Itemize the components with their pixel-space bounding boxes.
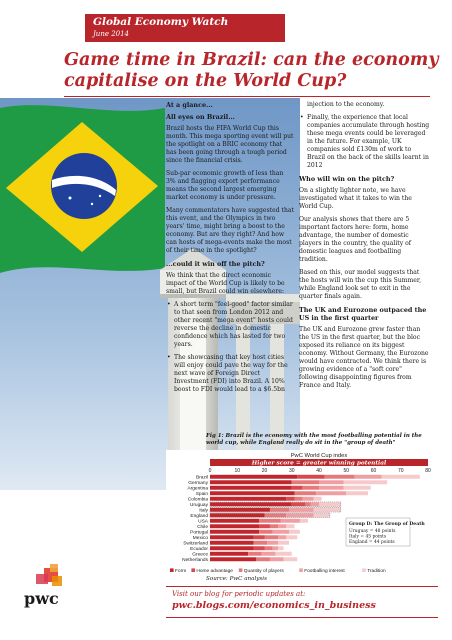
bar-segment (324, 475, 354, 479)
bar-segment (292, 480, 319, 484)
bar-segment (319, 486, 344, 490)
legend-swatch (239, 568, 243, 572)
bar-segment (314, 497, 322, 501)
paragraph: Many commentators have suggested that this event, and the Olympics in two years' time, might bring a boost to the economy. But are they right? And how can hosts of mega-events make the most of their time in the spotlight? (166, 207, 295, 254)
bar-segment (259, 519, 281, 523)
list-item: • A short term "feel-good" factor similar to that seen from London 2012 and other recent "mega event" hosts could reverse the decline in domestic confidence which has lasted for two years. (166, 301, 294, 349)
category-label: Mexico (192, 535, 208, 541)
world-cup-index-chart (166, 450, 438, 578)
category-label: Germany (188, 480, 208, 486)
bar-segment (314, 508, 341, 512)
bar-segment (210, 508, 270, 512)
bar-segment (303, 497, 314, 501)
paragraph: We think that the direct economic impact of the World Cup is likely to be small, but Brazil could win elsewhere: (166, 272, 285, 295)
blog-prompt: Visit our blog for periodic updates at: (172, 590, 306, 598)
bar-segment (319, 480, 344, 484)
newsletter-title: Global Economy Watch (93, 16, 229, 28)
bar-segment (210, 491, 294, 495)
bar-segment (262, 552, 276, 556)
blog-link[interactable]: pwc.blogs.com/economics_in_business (172, 600, 376, 611)
category-label: Italy (199, 508, 208, 514)
bar-segment (265, 535, 279, 539)
x-tick-label: 70 (397, 468, 404, 474)
bar-segment (311, 502, 319, 506)
bar-segment (303, 486, 319, 490)
category-label: Switzerland (183, 541, 208, 547)
bar-segment (256, 557, 270, 561)
x-tick-label: 80 (425, 468, 431, 474)
uk-eurozone-heading: The UK and Eurozone outpaced the US in the first quarter (299, 306, 427, 322)
bar-segment (314, 513, 330, 517)
bar-segment (319, 502, 341, 506)
text-column-right (299, 101, 431, 395)
bar-segment (210, 497, 286, 501)
bar-segment (278, 524, 286, 528)
bullet-list (299, 114, 431, 170)
legend-label: Form (175, 569, 187, 574)
bar-segment (292, 502, 306, 506)
x-tick-label: 60 (370, 468, 377, 474)
x-tick-label: 0 (208, 468, 212, 474)
bar-segment (286, 513, 313, 517)
category-label: Chile (197, 524, 208, 530)
bar-segment (278, 546, 283, 550)
bar-segment (210, 530, 259, 534)
x-tick-label: 10 (234, 468, 241, 474)
win-off-pitch-heading: ...could it win off the pitch? (166, 260, 265, 268)
category-label: Ecuador (190, 546, 208, 552)
legend-label: Tradition (367, 569, 386, 574)
category-label: Argentina (187, 486, 208, 492)
bar-segment (210, 535, 254, 539)
paragraph: Our analysis shows that there are 5 important factors here: form, home advantage, the number of domestic players in the country, the quality of domestic leagues and footballing tradition. (299, 216, 412, 263)
category-label: Portugal (190, 530, 208, 536)
legend-swatch (170, 568, 174, 572)
legend-swatch (191, 568, 195, 572)
annotation-line: Italy = 45 points (349, 534, 387, 540)
bar-segment (354, 475, 381, 479)
paragraph: The UK and Eurozone grew faster than the US in the first quarter, but the bloc exposed its reliance on its biggest economy. Without Germany, the Eurozone would have contracted. We think there is growing evidence of a "soft core" following disappointing figures from France and Italy. (299, 326, 429, 389)
bar-segment (346, 491, 368, 495)
title-divider (64, 96, 430, 97)
chart-title: PwC World Cup index (290, 453, 348, 459)
bar-segment (273, 530, 289, 534)
bar-segment (292, 486, 303, 490)
bar-segment (382, 475, 420, 479)
bar-segment (210, 502, 292, 506)
header-banner (85, 14, 285, 42)
pwc-logo-mark (22, 562, 72, 612)
brazil-flag (0, 105, 165, 273)
bar-segment (284, 557, 298, 561)
legend-swatch (362, 568, 366, 572)
bar-segment (210, 541, 254, 545)
text-column-left (166, 101, 294, 399)
bar-segment (278, 535, 286, 539)
bar-segment (210, 519, 259, 523)
issue-date: June 2014 (93, 30, 130, 38)
category-label: USA (198, 519, 208, 525)
footer-bottom-divider (166, 617, 438, 618)
category-label: England (190, 513, 208, 519)
category-label: Brazil (196, 475, 208, 481)
bar-segment (297, 475, 324, 479)
bar-segment (259, 530, 273, 534)
x-tick-label: 20 (261, 468, 268, 474)
bar-segment (273, 546, 278, 550)
page-title: Game time in Brazil: can the economy capitalise on the World Cup? (64, 50, 439, 91)
figure-caption: Fig 1: Brazil is the economy with the most footballing potential in the world cup, while England really do sit in the "group of death" (206, 433, 422, 446)
paragraph: Brazil hosts the FIFA World Cup this month. This mega sporting event will put the spotlight on a BRIC economy that has been going through a tough period since the financial crisis. (166, 125, 294, 164)
bar-segment (259, 524, 270, 528)
bar-segment (254, 535, 265, 539)
legend-label: Home advantage (196, 569, 233, 574)
bar-segment (286, 497, 294, 501)
paragraph: Sub-par economic growth of less than 3% and flagging export performance means the second largest emerging market economy is under pressure. (166, 170, 284, 201)
x-tick-label: 30 (288, 468, 295, 474)
paragraph: Based on this, our model suggests that the hosts will win the cup this Summer, while England look set to exit in the quarter finals again. (299, 269, 422, 300)
category-label: Netherlands (182, 557, 208, 563)
bar-segment (267, 541, 278, 545)
bar-segment (254, 541, 268, 545)
bar-segment (286, 535, 297, 539)
bar-segment (270, 508, 289, 512)
bar-segment (270, 557, 284, 561)
bar-segment (265, 513, 287, 517)
footer-divider (166, 586, 438, 587)
bullet-list (166, 301, 294, 394)
list-item: • Finally, the experience that local companies accumulate through hosting these mega events could be leveraged in the future. For example, UK companies sold £130m of work to Brazil on the back of the skills learnt in 2012 (299, 114, 431, 170)
legend-label: Quantity of players (243, 569, 284, 574)
paragraph: On a slightly lighter note, we have investigated what it takes to win the World Cup. (299, 187, 412, 210)
category-label: Uruguay (189, 502, 208, 508)
bar-segment (210, 524, 259, 528)
bar-segment (210, 475, 297, 479)
pwc-logo (22, 562, 72, 612)
x-tick-label: 40 (316, 468, 322, 474)
bar-segment (281, 519, 300, 523)
bar-segment (210, 557, 256, 561)
bar-segment (248, 552, 262, 556)
annotation-title: Group D: The Group of Death (349, 522, 425, 527)
bar-segment (210, 552, 248, 556)
bar-segment (254, 546, 265, 550)
bar-segment (289, 508, 314, 512)
bar-segment (294, 491, 316, 495)
bar-segment (305, 502, 310, 506)
bar-segment (289, 530, 300, 534)
list-item: • The showcasing that key host cities will enjoy could pave the way for the next wave of Foreign Direct Investment (FDI) into Brazil. A 10% boost to FDI would lead to a $6.5bn (166, 354, 294, 394)
annotation-line: Uruguay = 48 points (349, 529, 396, 534)
category-label: Spain (195, 491, 208, 497)
bar-segment (344, 486, 371, 490)
x-tick-label: 50 (343, 468, 350, 474)
logo-wordmark: pwc (24, 589, 59, 608)
all-eyes-heading: All eyes on Brazil... (166, 113, 235, 121)
bar-segment (294, 497, 302, 501)
bar-segment (278, 541, 289, 545)
figure-source: Source: PwC analysis (206, 576, 267, 582)
bar-segment (300, 519, 308, 523)
bar-segment (210, 546, 254, 550)
category-label: Greece (192, 552, 208, 558)
bar-segment (275, 552, 291, 556)
legend-swatch (299, 568, 303, 572)
who-will-win-heading: Who will win on the pitch? (299, 175, 395, 183)
bar-segment (210, 513, 265, 517)
legend-label: Footballing interest (304, 569, 345, 574)
bar-segment (344, 480, 388, 484)
bar-segment (286, 524, 294, 528)
paragraph: injection to the economy. (307, 101, 385, 108)
bar-segment (270, 524, 278, 528)
bar-segment (210, 480, 292, 484)
chart-subtitle: Higher score = greater winning potential (251, 460, 387, 467)
at-a-glance-heading: At a glance... (166, 101, 213, 109)
category-label: Colombia (187, 497, 208, 503)
annotation-line: England = 44 points (349, 540, 395, 545)
bar-segment (265, 546, 273, 550)
bar-segment (210, 486, 292, 490)
world-cup-chart (166, 450, 438, 578)
bar-segment (316, 491, 346, 495)
